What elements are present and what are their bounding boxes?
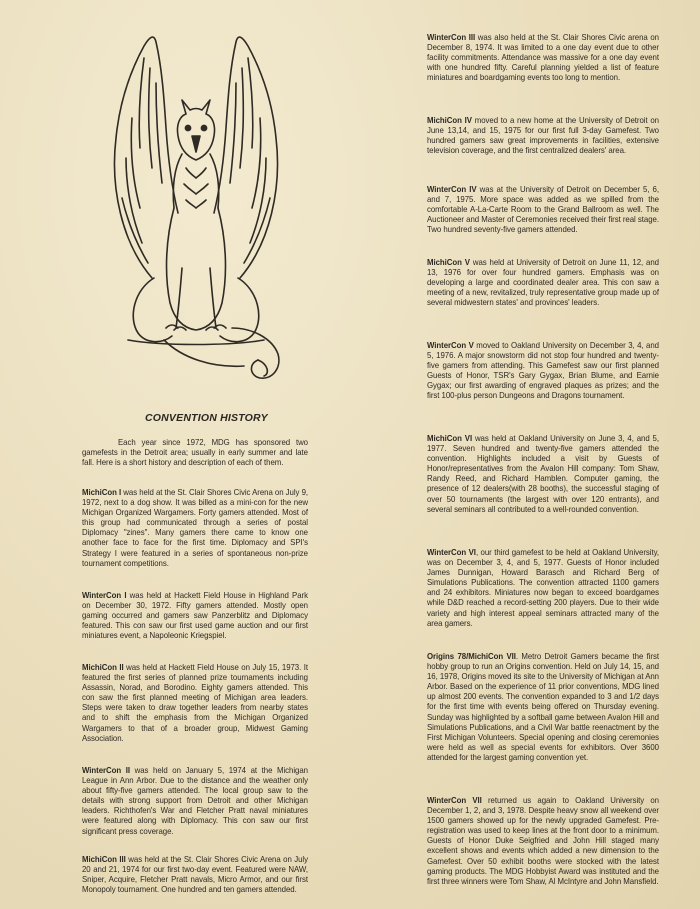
entry-text: was held at the St. Clair Shores Civic Arena on July 20 and 21, 1974 for our first two-day event. Featured were NAW, Sniper, Acquire, Fletcher Pratt navals, Micro Armor, and our first Monopoly tournament. One hundred and ten gamers attended. xyxy=(82,855,308,895)
entry-wintercon-2 xyxy=(82,766,308,837)
page-title: CONVENTION HISTORY xyxy=(145,412,268,424)
entry-wintercon-6 xyxy=(427,548,659,629)
entry-michicon-1 xyxy=(82,488,308,569)
entry-wintercon-1 xyxy=(82,591,308,641)
entry-title: WinterCon II xyxy=(82,766,130,775)
entry-text: moved to Oakland University on December 3, 4, and 5, 1976. A major snowstorm did not stop four hundred and twenty-five gamers from attending. This Gamefest saw our first planned Guests of Honor, TSR's Gary Gygax, Brian Blume, and Earnie Gygax; our first awarding of engraved plaques as prizes; and the first 100-plus person Dungeons and Dragons tournament. xyxy=(427,341,659,401)
intro-paragraph: Each year since 1972, MDG has sponsored two gamefests in the Detroit area; usually in early summer and late fall. Here is a short history and description of each of them. xyxy=(82,438,308,468)
entry-text: was held at Oakland University on June 3, 4, and 5, 1977. Seven hundred and twenty-five gamers attended the convention. Highlights included a visit by Guests of Honor/representatives from the Avalon Hill company: Tom Shaw, Randy Reed, and Richard Hamblen. Computer gaming, the presence of 12 dealers(with 28 booths), the successful staging of over 50 tournaments (the largest with over 120 entrants), and several seminars all contributed to a well-rounded convention. xyxy=(427,434,659,514)
entry-text: returned us again to Oakland University on December 1, 2, and 3, 1978. Despite heavy snow all weekend over 1500 gamers showed up for the newly upgraded Gamefest. Pre-registration was used to keep lines at the front door to a minimum. Guests of Honor Duke Seigfried and John Hill staged many excellent shows and events which added a new dimension to the Gamefest. Over 50 exhibit booths were stocked with the latest gaming products. The MDG Hobbyist Award was instituted and the first three winners were Tom Shaw, Al McIntyre and John Mansfield. xyxy=(427,796,659,886)
entry-title: MichiCon III xyxy=(82,855,126,864)
entry-text: was held at Hackett Field House in Highland Park on December 30, 1972. Fifty gamers attended. Mostly open gaming occurred and gamers saw Panzerblitz and Diplomacy featured. This con saw our first used game auction and our first miniatures event, a Napoleonic Kriegspiel. xyxy=(82,591,308,641)
entry-wintercon-7 xyxy=(427,796,659,887)
entry-michicon-5 xyxy=(427,258,659,308)
entry-title: WinterCon VII xyxy=(427,796,482,805)
entry-title: WinterCon I xyxy=(82,591,127,600)
entry-michicon-4 xyxy=(427,116,659,156)
entry-origins-78 xyxy=(427,652,659,763)
entry-title: WinterCon V xyxy=(427,341,474,350)
entry-michicon-2 xyxy=(82,663,308,744)
entry-text: was held at the St. Clair Shores Civic Arena on July 9, 1972, next to a dog show. It was billed as a mini-con for the new Michigan Organized Wargamers. Forty gamers attended. Most of this group had communicated through a series of postal Diplomacy "zines". Many gamers there came to know one another face to face for the first time. Diplomacy and SPI's Strategy I were featured in a series of spontaneous non-prize tournament competitions. xyxy=(82,488,309,568)
entry-title: WinterCon IV xyxy=(427,185,477,194)
entry-text: was also held at the St. Clair Shores Civic arena on December 8, 1974. It was limited to a one day event due to other facility commitments. Attendance was massive for a one day event with one hundred fifty. Careful planning yielded a list of feature miniatures and boardgaming events too long to mention. xyxy=(427,33,659,83)
entry-text: , our third gamefest to be held at Oakland University, was on December 3, 4, and 5, 1977. Guests of Honor included James Dunnigan, Howard Barasch and Richard Berg of Simulations Publications. The convention attracted 1100 gamers and 24 exhibitors. Miniatures now began to exceed boardgames while D&D reached a record-setting 200 players. Due to their wide variety and high interest appeal seminars attracted many of the area gamers. xyxy=(427,548,659,628)
entry-title: MichiCon IV xyxy=(427,116,472,125)
entry-michicon-6 xyxy=(427,434,659,515)
entry-title: MichiCon VI xyxy=(427,434,473,443)
entry-title: MichiCon II xyxy=(82,663,124,672)
entry-text: . Metro Detroit Gamers became the first hobby group to run an Origins convention. Held on July 14, 15, and 16, 1978, Origins moved its site to the University of Michigan at Ann Arbor. Based on the experience of 11 prior conventions, MDG lined up almost 200 events. The convention expanded to 3 and 1/2 days for the first time with events being offered on Thursday evening. Sunday was highlighted by a softball game between Avalon Hill and Simulations Publications, and a Civil War battle reenactment by the First Michigan Volunteers. Special opening and closing ceremonies were held as well as special events for exhibitors. Over 3600 attended for the largest gaming convention yet. xyxy=(427,652,659,762)
entry-title: WinterCon VI xyxy=(427,548,476,557)
entry-text: was held at University of Detroit on June 11, 12, and 13, 1976 for over four hundred gamers. Emphasis was on developing a large and coordinated dealer area. This con saw a meeting of a new, revitalized, truly representative group made up of several midwestern states' and provinces' leaders. xyxy=(427,258,659,308)
entry-text: moved to a new home at the University of Detroit on June 13,14, and 15, 1975 for our first full 3-day Gamefest. Two hundred gamers saw great improvements in facilities, extensive television coverage, and the first centralized dealers' area. xyxy=(427,116,659,156)
entry-michicon-3 xyxy=(82,855,308,895)
entry-wintercon-3 xyxy=(427,33,659,83)
entry-wintercon-5 xyxy=(427,341,659,402)
entry-title: WinterCon III xyxy=(427,33,476,42)
entry-title: MichiCon I xyxy=(82,488,122,497)
entry-text: was held on January 5, 1974 at the Michigan League in Ann Arbor. Due to the distance and the weather only about fifty-five gamers attended. The local group saw to the details with strong support from Detroit and other Michigan leaders. Richthofen's War and Fletcher Pratt naval miniatures were featured along with Diplomacy. This con saw our first significant press coverage. xyxy=(82,766,308,836)
entry-title: Origins 78/MichiCon VII xyxy=(427,652,516,661)
entry-wintercon-4 xyxy=(427,185,659,235)
griffin-illustration xyxy=(82,28,310,400)
entry-text: was at the University of Detroit on December 5, 6, and 7, 1975. More space was added as we spilled from the comfortable A-La-Carte Room to the Grand Ballroom as well. The Auctioneer and Master of Ceremonies received their first real stage. Two hundred seventy-five gamers attended. xyxy=(427,185,659,235)
entry-title: MichiCon V xyxy=(427,258,470,267)
entry-text: was held at Hackett Field House on July 15, 1973. It featured the first series of planned prize tournaments including Assassin, Norad, and Borodino. Eighty gamers attended. This con saw the first planned meeting of Michigan area leaders. Steps were taken to draw together leaders from nearby states and to shift the emphasis from the Michigan Organized Wargamers to that of a broader group, Midwest Gaming Association. xyxy=(82,663,308,743)
